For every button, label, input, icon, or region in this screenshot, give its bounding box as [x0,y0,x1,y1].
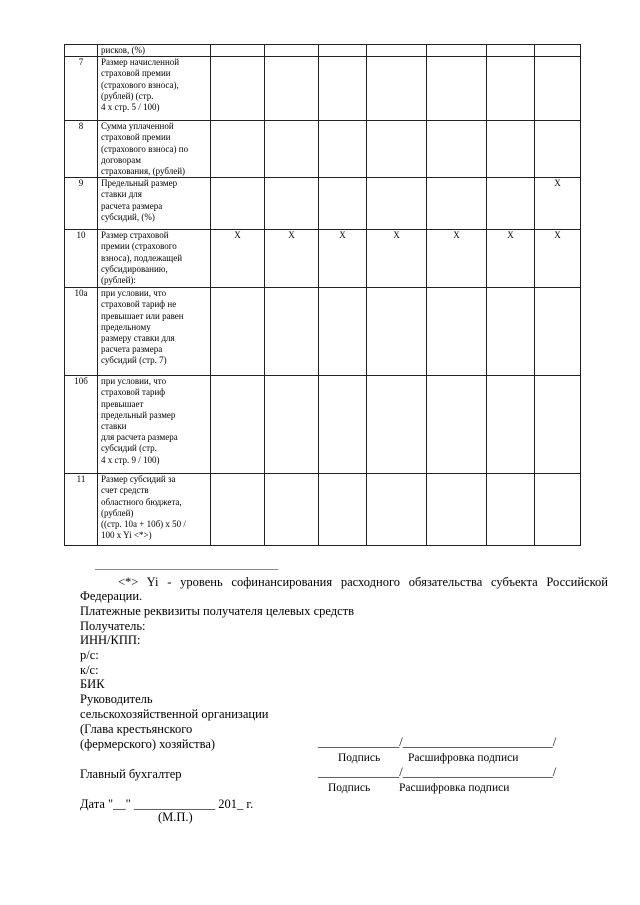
row-number: 8 [65,121,98,178]
requisites-title: Платежные реквизиты получателя целевых средств [80,604,355,618]
row-cell [487,376,535,474]
row-cell [367,474,427,546]
row-cell [427,121,487,178]
table-row [65,288,581,376]
row-cell [211,121,265,178]
row-cell [211,376,265,474]
row-label: Предельный размер ставки для расчета размера субсидий, (%) [98,178,211,230]
head-decode-label: Расшифровка подписи [408,752,519,764]
row-cell [265,178,319,230]
row-cell [319,178,367,230]
row-cell [367,288,427,376]
row-cell [487,57,535,121]
row-label: Размер начисленной страховой премии (страхового взноса), (рублей) (стр. 4 x стр. 5 / 100) [98,57,211,121]
row-cell: X [319,230,367,288]
row-cell [427,178,487,230]
row-label: рисков, (%) [98,45,211,57]
head-signature-label: Подпись [338,752,381,764]
accountant-label: Главный бухгалтер [80,767,182,781]
table-row [65,474,581,546]
stamp-label: (М.П.) [158,810,193,824]
row-label: при условии, что страховой тариф не превышает или равен предельному размеру ставки для расчета размера субсидий (стр. 7) [98,288,211,376]
row-cell [487,45,535,57]
rs-label: р/с: [80,648,99,662]
row-cell [211,57,265,121]
row-cell [319,121,367,178]
row-cell [487,121,535,178]
row-cell [367,57,427,121]
accountant-decode-label: Расшифровка подписи [399,782,510,794]
row-cell: X [487,230,535,288]
row-cell: X [535,178,581,230]
row-number: 9 [65,178,98,230]
row-cell [265,121,319,178]
row-number: 11 [65,474,98,546]
table-row [65,230,581,288]
date-line: Дата "__" _____________ 201_ г. [80,797,254,811]
row-number [65,45,98,57]
row-cell [367,121,427,178]
row-cell: X [367,230,427,288]
table-row [65,121,581,178]
row-cell [319,45,367,57]
row-cell [535,45,581,57]
row-cell [211,474,265,546]
row-cell [211,288,265,376]
table-row [65,178,581,230]
row-number: 7 [65,57,98,121]
row-cell: X [535,230,581,288]
row-cell [427,288,487,376]
row-label: при условии, что страховой тариф превышает предельный размер ставки для расчета размера субсидий (стр. 4 x стр. 9 / 100) [98,376,211,474]
row-cell [427,57,487,121]
row-cell [319,376,367,474]
row-cell [535,376,581,474]
inn-label: ИНН/КПП: [80,633,141,647]
row-cell [427,45,487,57]
head-label-4: (фермерского) хозяйства) [80,737,216,751]
row-cell [427,376,487,474]
row-cell [265,45,319,57]
footnote-separator [95,569,278,570]
row-cell [535,121,581,178]
ks-label: к/с: [80,663,99,677]
row-number: 10 [65,230,98,288]
row-label: Сумма уплаченной страховой премии (страхового взноса) по договорам страхования, (рублей) [98,121,211,178]
row-cell [535,288,581,376]
row-cell: X [265,230,319,288]
row-cell [265,57,319,121]
head-label-1: Руководитель [80,692,153,706]
bik-label: БИК [80,677,105,691]
head-label-2: сельскохозяйственной организации [80,707,269,721]
row-cell [487,474,535,546]
row-cell [265,474,319,546]
table-row [65,376,581,474]
head-signature-line: _____________/________________________/ [318,735,557,749]
row-cell [265,288,319,376]
table-row [65,45,581,57]
row-cell [319,288,367,376]
row-cell [211,178,265,230]
row-cell: X [211,230,265,288]
table-row [65,57,581,121]
row-cell [535,474,581,546]
footnote-text: <*> Yi - уровень софинансирования расходного обязательства субъекта Российской Федерации. [80,575,608,603]
row-cell [367,45,427,57]
row-label: Размер субсидий за счет средств областного бюджета, (рублей) ((стр. 10а + 10б) x 50 / 100 x Yi <*>) [98,474,211,546]
row-cell: X [427,230,487,288]
row-cell [427,474,487,546]
accountant-signature-label: Подпись [328,782,371,794]
accountant-signature-line: _____________/________________________/ [318,765,557,779]
row-label: Размер страховой премии (страхового взноса), подлежащей субсидированию, (рублей): [98,230,211,288]
row-number: 10а [65,288,98,376]
row-cell [487,178,535,230]
row-cell [319,474,367,546]
row-cell [265,376,319,474]
row-cell [487,288,535,376]
row-cell [367,178,427,230]
row-cell [211,45,265,57]
head-label-3: (Глава крестьянского [80,722,193,736]
row-cell [319,57,367,121]
row-cell [367,376,427,474]
subsidy-calculation-table [64,44,581,546]
recipient-label: Получатель: [80,619,146,633]
row-cell [535,57,581,121]
row-number: 10б [65,376,98,474]
